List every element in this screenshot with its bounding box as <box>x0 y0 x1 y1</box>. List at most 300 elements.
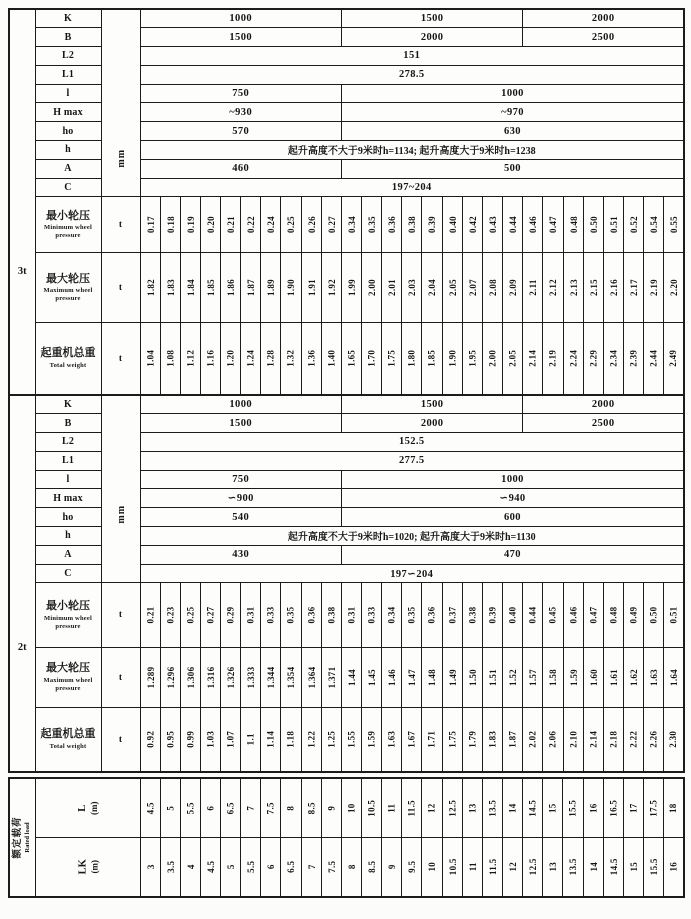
value-cell <box>664 323 684 395</box>
span-label-unit: (m) <box>88 860 99 874</box>
rotated-value: 2.26 <box>648 731 659 749</box>
pressure-label-cn: 最大轮压 <box>46 662 90 675</box>
rotated-value: 0.52 <box>628 216 639 234</box>
rotated-value: 1.306 <box>185 667 196 689</box>
rotated-value: 0.39 <box>427 216 438 234</box>
rotated-value: 1.70 <box>366 350 377 368</box>
rotated-value: 2.19 <box>548 350 559 368</box>
dim-row-label: B <box>35 414 101 433</box>
rotated-value: 1.61 <box>608 669 619 687</box>
rotated-value: 2.34 <box>608 350 619 368</box>
rotated-value: 8 <box>286 805 297 811</box>
rotated-value: 0.46 <box>568 606 579 624</box>
rated-load-label-cell <box>9 778 35 897</box>
rotated-value: 2.16 <box>608 279 619 297</box>
rotated-value: 1.90 <box>286 279 297 297</box>
pressure-row <box>9 648 684 708</box>
rotated-value: 1.12 <box>185 350 196 368</box>
rotated-value: 2.44 <box>648 350 659 368</box>
rotated-value: 0.20 <box>205 216 216 234</box>
section-label-text: 2t <box>17 641 27 653</box>
rotated-value: 0.31 <box>346 606 357 624</box>
rotated-value: 8.5 <box>306 802 317 815</box>
value-cell <box>664 778 684 838</box>
rotated-value: 2.11 <box>527 279 538 297</box>
rotated-value: 1.07 <box>225 731 236 749</box>
rotated-value: 0.99 <box>185 731 196 749</box>
rotated-value: 0.51 <box>668 606 679 624</box>
rotated-value: 1.89 <box>265 279 276 297</box>
rotated-value: 16.5 <box>608 799 619 817</box>
rotated-value: 1.83 <box>487 731 498 749</box>
rotated-value: 9 <box>386 864 397 870</box>
rotated-value: 1.46 <box>386 669 397 687</box>
rotated-value: 8 <box>346 864 357 870</box>
rotated-value: 1.87 <box>245 279 256 297</box>
dim-row-label: l <box>35 84 101 103</box>
rotated-value: 0.92 <box>145 731 156 749</box>
unit-t-cell: t <box>101 648 140 708</box>
spec-table <box>8 8 685 773</box>
rotated-value: 1.22 <box>306 731 317 749</box>
rotated-value: 2.01 <box>386 279 397 297</box>
rotated-value: 12.5 <box>447 799 458 817</box>
rotated-value: 0.31 <box>245 606 256 624</box>
rotated-value: 1.47 <box>406 669 417 687</box>
rotated-value: 1.65 <box>346 350 357 368</box>
rotated-value: 1.48 <box>427 669 438 687</box>
rotated-value: 12.5 <box>527 858 538 876</box>
rotated-value: 2.18 <box>608 731 619 749</box>
rotated-value: 1.28 <box>265 350 276 368</box>
dim-value-cell: 1000 <box>140 9 341 28</box>
rotated-value: 1.45 <box>366 669 377 687</box>
rotated-value: 6 <box>205 805 216 811</box>
dim-value-cell: 2000 <box>523 9 684 28</box>
rotated-value: 4 <box>185 864 196 870</box>
rotated-value: 0.38 <box>406 216 417 234</box>
rotated-value: 12 <box>507 862 518 872</box>
pressure-label-cn: 起重机总重 <box>40 347 96 360</box>
dim-row-label: ho <box>35 122 101 141</box>
rotated-value: 2.14 <box>527 350 538 368</box>
rotated-value: 1.58 <box>548 669 559 687</box>
rotated-value: 14.5 <box>527 799 538 817</box>
rotated-value: 2.07 <box>467 279 478 297</box>
rotated-value: 0.33 <box>265 606 276 624</box>
rotated-value: 9 <box>326 805 337 811</box>
dim-value-cell: ~930 <box>140 103 341 122</box>
rotated-value: 7.5 <box>265 802 276 815</box>
rotated-value: 0.39 <box>487 606 498 624</box>
rotated-value: 15.5 <box>648 858 659 876</box>
rotated-value: 2.08 <box>487 279 498 297</box>
rotated-value: 1.63 <box>386 731 397 749</box>
rotated-value: 0.23 <box>165 606 176 624</box>
rotated-value: 18 <box>668 803 679 813</box>
unit-mm-label: mm <box>115 148 126 168</box>
rotated-value: 7 <box>245 805 256 811</box>
rotated-value: 2.06 <box>548 731 559 749</box>
rotated-value: 4.5 <box>205 861 216 874</box>
rotated-value: 11.5 <box>406 799 417 817</box>
rotated-value: 2.12 <box>548 279 559 297</box>
dim-value-cell: 540 <box>140 508 341 527</box>
rotated-value: 1.55 <box>346 731 357 749</box>
rotated-value: 1.95 <box>467 350 478 368</box>
section-label <box>9 9 35 395</box>
rotated-value: 2.13 <box>568 279 579 297</box>
rotated-value: 1.62 <box>628 669 639 687</box>
rotated-value: 0.37 <box>447 606 458 624</box>
rotated-value: 14 <box>507 803 518 813</box>
rotated-value: 17.5 <box>648 799 659 817</box>
rotated-value: 0.45 <box>548 606 559 624</box>
rotated-value: 2.03 <box>406 279 417 297</box>
dim-value-cell: 278.5 <box>140 65 684 84</box>
rotated-value: 1.25 <box>326 731 337 749</box>
rotated-value: 0.48 <box>608 606 619 624</box>
pressure-label-en: Minimum wheel pressure <box>44 224 92 240</box>
dim-value-cell: 2000 <box>523 395 684 414</box>
rotated-value: 0.27 <box>326 216 337 234</box>
pressure-row-label <box>35 648 101 708</box>
dim-value-cell: 2000 <box>341 28 522 47</box>
span-row <box>9 838 684 897</box>
rotated-value: 13 <box>547 862 558 872</box>
dim-value-cell: 1500 <box>140 414 341 433</box>
rotated-value: 10 <box>346 803 357 813</box>
dim-value-cell: ∽940 <box>341 489 684 508</box>
rated-load-table <box>8 777 685 898</box>
rotated-value: 0.54 <box>648 216 659 234</box>
rotated-value: 6.5 <box>225 802 236 815</box>
rotated-value: 2.05 <box>507 350 518 368</box>
rotated-value: 1.1 <box>245 733 256 746</box>
rotated-value: 1.364 <box>306 667 317 689</box>
unit-mm-cell <box>101 9 140 197</box>
rotated-value: 1.354 <box>286 667 297 689</box>
rotated-value: 0.24 <box>265 216 276 234</box>
rotated-value: 0.38 <box>326 606 337 624</box>
value-cell <box>664 197 684 253</box>
dim-value-cell: 2500 <box>523 28 684 47</box>
rotated-value: 5.5 <box>185 802 196 815</box>
rotated-value: 14.5 <box>608 858 619 876</box>
span-label-letter: L <box>76 804 88 812</box>
rotated-value: 10.5 <box>366 799 377 817</box>
rotated-value: 1.59 <box>366 731 377 749</box>
rotated-value: 1.75 <box>447 731 458 749</box>
dim-row-label: B <box>35 28 101 47</box>
rotated-value: 14 <box>588 862 599 872</box>
dim-value-cell: 起升高度不大于9米时h=1020; 起升高度大于9米时h=1130 <box>140 527 684 546</box>
rotated-value: 3.5 <box>165 861 176 874</box>
rotated-value: 7.5 <box>326 861 337 874</box>
rotated-value: 1.67 <box>406 731 417 749</box>
rotated-value: 0.36 <box>386 216 397 234</box>
rotated-value: 1.333 <box>245 667 256 689</box>
rotated-value: 1.04 <box>145 350 156 368</box>
rotated-value: 0.35 <box>366 216 377 234</box>
rotated-value: 0.34 <box>386 606 397 624</box>
dim-row-label: L1 <box>35 451 101 470</box>
rotated-value: 1.289 <box>145 667 156 689</box>
dim-row-label: h <box>35 141 101 160</box>
rotated-value: 2.39 <box>628 350 639 368</box>
rotated-value: 0.42 <box>467 216 478 234</box>
rotated-value: 15.5 <box>568 799 579 817</box>
pressure-label-cn: 起重机总重 <box>40 728 96 741</box>
rotated-value: 15 <box>628 862 639 872</box>
rotated-value: 0.47 <box>548 216 559 234</box>
span-label-unit: (m) <box>88 801 99 815</box>
pressure-row-label <box>35 253 101 323</box>
rotated-value: 1.57 <box>527 669 538 687</box>
rotated-value: 17 <box>628 803 639 813</box>
rotated-value: 2.00 <box>366 279 377 297</box>
rotated-value: 0.25 <box>286 216 297 234</box>
rotated-value: 2.22 <box>628 731 639 749</box>
rotated-value: 1.60 <box>588 669 599 687</box>
rotated-value: 0.43 <box>487 216 498 234</box>
rotated-value: 1.316 <box>205 667 216 689</box>
rotated-value: 1.52 <box>507 669 518 687</box>
pressure-label-en: Maximum wheel pressure <box>43 287 93 303</box>
dim-value-cell: 470 <box>341 545 684 564</box>
rotated-value: 16 <box>668 862 679 872</box>
rotated-value: 1.296 <box>165 667 176 689</box>
rotated-value: 1.63 <box>648 669 659 687</box>
rotated-value: 1.79 <box>467 731 478 749</box>
rotated-value: 0.47 <box>588 606 599 624</box>
rotated-value: 1.36 <box>306 350 317 368</box>
rotated-value: 1.64 <box>668 669 679 687</box>
pressure-label-en: Minimum wheel pressure <box>44 614 92 630</box>
rotated-value: 0.21 <box>225 216 236 234</box>
rotated-value: 10.5 <box>447 858 458 876</box>
rotated-value: 10 <box>427 862 438 872</box>
rotated-value: 0.38 <box>467 606 478 624</box>
dim-value-cell: ∽900 <box>140 489 341 508</box>
dim-value-cell: 1500 <box>140 28 341 47</box>
rotated-value: 1.44 <box>346 669 357 687</box>
rotated-value: 2.19 <box>648 279 659 297</box>
value-cell <box>664 648 684 708</box>
rotated-value: 6.5 <box>286 861 297 874</box>
rotated-value: 1.344 <box>265 667 276 689</box>
rotated-value: 0.25 <box>185 606 196 624</box>
rotated-value: 2.09 <box>507 279 518 297</box>
rotated-value: 1.24 <box>245 350 256 368</box>
dim-value-cell: 2000 <box>341 414 522 433</box>
dim-row-label: C <box>35 178 101 197</box>
rotated-value: 13.5 <box>487 799 498 817</box>
unit-t-cell: t <box>101 583 140 648</box>
dim-row-label: A <box>35 545 101 564</box>
rotated-value: 5 <box>225 864 236 870</box>
rotated-value: 4.5 <box>145 802 156 815</box>
rotated-value: 1.51 <box>487 669 498 687</box>
rotated-value: 0.18 <box>165 216 176 234</box>
rotated-value: 1.40 <box>326 350 337 368</box>
rotated-value: 0.49 <box>628 606 639 624</box>
rotated-value: 2.30 <box>668 731 679 749</box>
dim-value-cell: 1000 <box>341 84 684 103</box>
unit-mm-label: mm <box>115 504 126 524</box>
dim-value-cell: 277.5 <box>140 451 684 470</box>
rotated-value: 6 <box>265 864 276 870</box>
pressure-label-cn: 最小轮压 <box>46 209 90 222</box>
rotated-value: 0.40 <box>507 606 518 624</box>
rotated-value: 0.44 <box>527 606 538 624</box>
rotated-value: 0.51 <box>608 216 619 234</box>
dim-value-cell: 630 <box>341 122 684 141</box>
unit-t-cell: t <box>101 708 140 772</box>
rotated-value: 0.27 <box>205 606 216 624</box>
dim-value-cell: 1500 <box>341 395 522 414</box>
rotated-value: 2.24 <box>568 350 579 368</box>
rotated-value: 0.50 <box>648 606 659 624</box>
rotated-value: 1.14 <box>265 731 276 749</box>
dim-value-cell: 1000 <box>140 395 341 414</box>
rotated-value: 2.29 <box>588 350 599 368</box>
rotated-value: 12 <box>427 803 438 813</box>
rotated-value: 16 <box>588 803 599 813</box>
rotated-value: 1.85 <box>205 279 216 297</box>
rotated-value: 0.36 <box>306 606 317 624</box>
rotated-value: 1.80 <box>406 350 417 368</box>
rotated-value: 2.10 <box>568 731 579 749</box>
rotated-value: 13.5 <box>568 858 579 876</box>
span-label-letter: LK <box>76 859 88 875</box>
rotated-value: 1.20 <box>225 350 236 368</box>
pressure-label-en: Maximum wheel pressure <box>43 677 93 693</box>
rotated-value: 7 <box>306 864 317 870</box>
rotated-value: 1.99 <box>346 279 357 297</box>
rotated-value: 1.59 <box>568 669 579 687</box>
rotated-value: 1.49 <box>447 669 458 687</box>
pressure-label-cn: 最大轮压 <box>46 272 90 285</box>
rotated-value: 2.17 <box>628 279 639 297</box>
pressure-row-label <box>35 583 101 648</box>
rotated-value: 0.46 <box>527 216 538 234</box>
pressure-row <box>9 253 684 323</box>
dim-row <box>9 395 684 414</box>
dim-row-label: K <box>35 395 101 414</box>
rotated-value: 9.5 <box>406 861 417 874</box>
unit-mm-cell <box>101 395 140 583</box>
rotated-value: 1.85 <box>427 350 438 368</box>
rotated-value: 1.08 <box>165 350 176 368</box>
rotated-value: 0.36 <box>427 606 438 624</box>
rated-load-en: Rated load <box>23 822 31 853</box>
rotated-value: 0.21 <box>145 606 156 624</box>
dim-row-label: ho <box>35 508 101 527</box>
pressure-label-en: Total weight <box>49 361 87 369</box>
rated-load-cn: 额定载荷 <box>12 816 23 859</box>
dim-value-cell: 197~204 <box>140 178 684 197</box>
pressure-row <box>9 583 684 648</box>
pressure-label-en: Total weight <box>49 742 87 750</box>
dim-row <box>9 9 684 28</box>
rotated-value: 1.371 <box>326 667 337 689</box>
rotated-value: 11 <box>386 803 397 813</box>
dim-value-cell: 570 <box>140 122 341 141</box>
dim-value-cell: 197∽204 <box>140 564 684 583</box>
dim-row-label: L1 <box>35 65 101 84</box>
dim-row-label: A <box>35 159 101 178</box>
rotated-value: 0.34 <box>346 216 357 234</box>
rotated-value: 0.44 <box>507 216 518 234</box>
dim-row-label: l <box>35 470 101 489</box>
rotated-value: 2.04 <box>427 279 438 297</box>
value-cell <box>664 838 684 897</box>
rotated-value: 2.15 <box>588 279 599 297</box>
rotated-value: 2.02 <box>527 731 538 749</box>
rotated-value: 0.22 <box>245 216 256 234</box>
rotated-value: 1.83 <box>165 279 176 297</box>
dim-row-label: L2 <box>35 433 101 452</box>
dim-row-label: C <box>35 564 101 583</box>
dim-value-cell: 2500 <box>523 414 684 433</box>
rotated-value: 1.84 <box>185 279 196 297</box>
rotated-value: 13 <box>467 803 478 813</box>
rotated-value: 1.71 <box>427 731 438 749</box>
rotated-value: 1.91 <box>306 279 317 297</box>
rotated-value: 3 <box>145 864 156 870</box>
rotated-value: 0.26 <box>306 216 317 234</box>
dim-row-label: K <box>35 9 101 28</box>
dim-value-cell: 1000 <box>341 470 684 489</box>
dim-row-label: L2 <box>35 47 101 66</box>
pressure-row <box>9 323 684 395</box>
dim-value-cell: 430 <box>140 545 341 564</box>
dim-value-cell: 750 <box>140 470 341 489</box>
rotated-value: 0.35 <box>286 606 297 624</box>
dim-value-cell: 151 <box>140 47 684 66</box>
section-label <box>9 395 35 772</box>
rotated-value: 1.90 <box>447 350 458 368</box>
rotated-value: 1.75 <box>386 350 397 368</box>
rotated-value: 1.32 <box>286 350 297 368</box>
dim-value-cell: 600 <box>341 508 684 527</box>
dim-value-cell: 750 <box>140 84 341 103</box>
unit-t-cell: t <box>101 323 140 395</box>
dim-row-label: H max <box>35 103 101 122</box>
rotated-value: 11.5 <box>487 858 498 876</box>
pressure-row <box>9 197 684 253</box>
dim-value-cell: 500 <box>341 159 684 178</box>
dim-row-label: h <box>35 527 101 546</box>
rotated-value: 15 <box>547 803 558 813</box>
rotated-value: 2.14 <box>588 731 599 749</box>
rotated-value: 0.33 <box>366 606 377 624</box>
rotated-value: 2.49 <box>668 350 679 368</box>
pressure-label-cn: 最小轮压 <box>46 599 90 612</box>
rotated-value: 1.326 <box>225 667 236 689</box>
rotated-value: 2.20 <box>668 279 679 297</box>
value-cell <box>664 583 684 648</box>
rotated-value: 0.17 <box>145 216 156 234</box>
dim-value-cell: 460 <box>140 159 341 178</box>
section-label-text: 3t <box>17 266 27 278</box>
pressure-row-label <box>35 197 101 253</box>
rotated-value: 1.03 <box>205 731 216 749</box>
dim-value-cell: 152.5 <box>140 433 684 452</box>
dim-row-label: H max <box>35 489 101 508</box>
rotated-value: 8.5 <box>366 861 377 874</box>
